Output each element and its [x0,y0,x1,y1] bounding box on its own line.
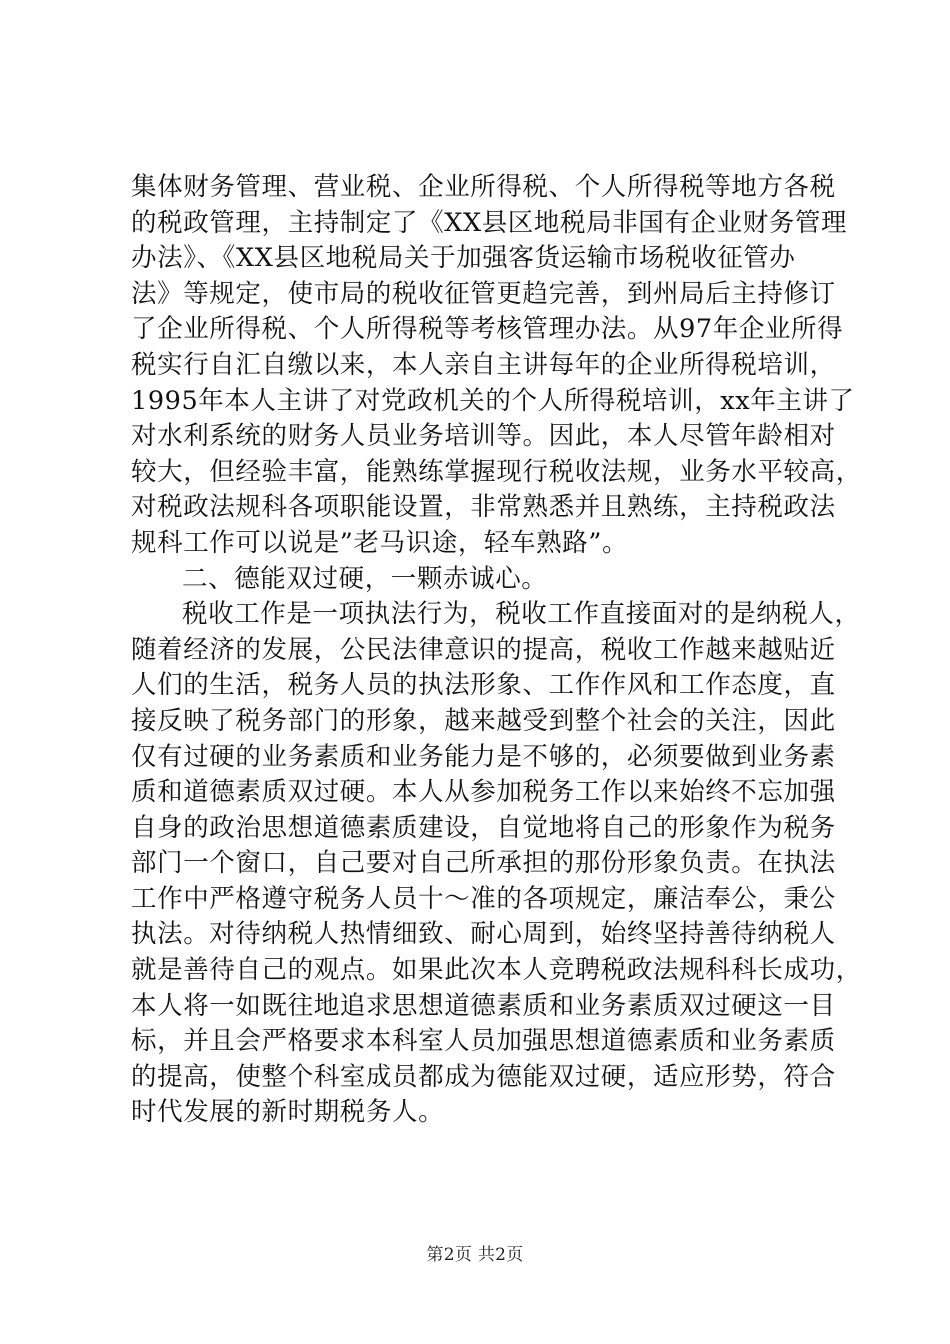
text-line: 标，并且会严格要求本科室人员加强思想道德素质和业务素质 [131,1026,836,1057]
text-line: 人们的生活，税务人员的执法形象、工作作风和工作态度，直 [131,670,836,701]
text-line: 本人将一如既往地追求思想道德素质和业务素质双过硬这一目 [131,990,836,1021]
text-line: 时代发展的新时期税务人。 [131,1097,445,1128]
text-line: 规科工作可以说是”老马识途，轻车熟路”。 [131,527,629,558]
text-line: 办法》、《XX县区地税局关于加强客货运输市场税收征管办 [131,243,796,274]
text-line: 质和道德素质双过硬。本人从参加税务工作以来始终不忘加强 [131,777,836,808]
text-line: 随着经济的发展，公民法律意识的提高，税收工作越来越贴近 [131,634,836,665]
body-text [131,170,862,1131]
page-number: 第2页 共2页 [426,1245,524,1265]
text-line: 法》等规定，使市局的税收征管更趋完善，到州局后主持修订 [131,278,836,309]
text-line: 对水利系统的财务人员业务培训等。因此，本人尽管年龄相对 [131,421,836,452]
text-line: 较大，但经验丰富，能熟练掌握现行税收法规，业务水平较高， [131,456,862,487]
text-line: 对税政法规科各项职能设置，非常熟悉并且熟练，主持税政法 [131,492,836,523]
text-line: 税收工作是一项执法行为，税收工作直接面对的是纳税人， [182,599,861,630]
text-line: 仅有过硬的业务素质和业务能力是不够的，必须要做到业务素 [131,741,836,772]
text-line: 了企业所得税、个人所得税等考核管理办法。从97年企业所得 [131,314,844,345]
text-line: 的税政管理，主持制定了《XX县区地税局非国有企业财务管理 [131,207,848,238]
text-line: 的提高，使整个科室成员都成为德能双过硬，适应形势，符合 [131,1061,836,1092]
text-line: 接反映了税务部门的形象，越来越受到整个社会的关注，因此 [131,705,836,736]
page-footer [0,1244,950,1266]
section-heading: 二、德能双过硬，一颗赤诚心。 [182,563,548,594]
text-line: 集体财务管理、营业税、企业所得税、个人所得税等地方各税 [131,172,836,202]
text-line: 就是善待自己的观点。如果此次本人竞聘税政法规科科长成功， [131,955,862,986]
text-line: 1995年本人主讲了对党政机关的个人所得税培训，xx年主讲了 [131,385,855,416]
text-line: 执法。对待纳税人热情细致、耐心周到，始终坚持善待纳税人 [131,919,836,950]
text-line: 自身的政治思想道德素质建设，自觉地将自己的形象作为税务 [131,812,836,843]
text-line: 税实行自汇自缴以来，本人亲自主讲每年的企业所得税培训， [131,349,836,380]
text-line: 工作中严格遵守税务人员十～准的各项规定，廉洁奉公，秉公 [131,883,836,914]
text-line: 部门一个窗口，自己要对自己所承担的那份形象负责。在执法 [131,848,836,879]
